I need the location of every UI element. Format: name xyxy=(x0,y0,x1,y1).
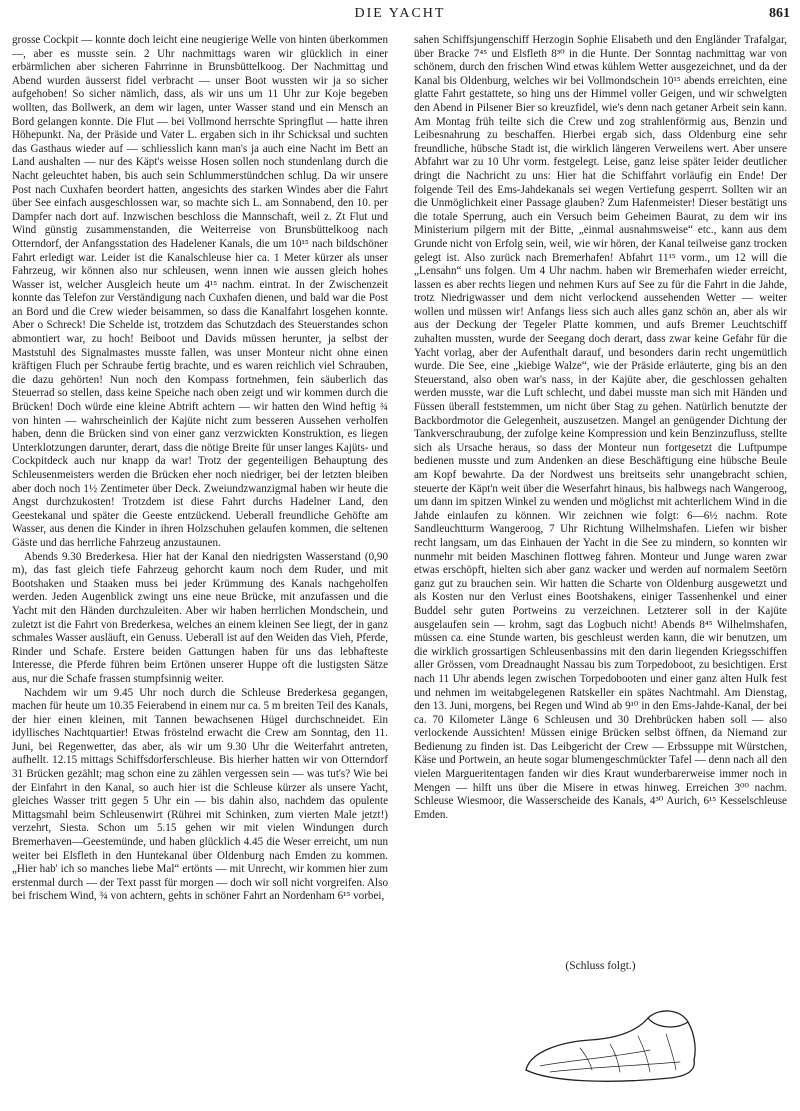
left-column xyxy=(12,34,388,1104)
wooden-clog-illustration xyxy=(520,1000,700,1090)
closing-note: (Schluss folgt.) xyxy=(565,960,636,972)
page-number: 861 xyxy=(769,6,790,21)
paragraph: Nachdem wir um 9.45 Uhr noch durch die Schleuse Brederkesa gegangen, machen für heute um 10.35 Feierabend in einem nur ca. 5 m breiten Teil des Kanals, der hier einen kleinen, mit Tannen bewachsenen Hügel durchschneidet. Ein idyllisches Nachtquartier! Etwas fröstelnd erwacht die Crew am Sonntag, den 11. Juni, bei Regenwetter, das aber, als wir um 9.30 Uhr die Weiterfahrt antreten, aufhellt. 12.15 mittags Schiffsdorferschleuse. Bis hierher hatten wir von Otterndorf 31 Brücken gezählt; mag schon eine zu zählen vergessen sein — was tut's? Wie bei der Einfahrt in den Kanal, so auch hier ist die Schleuse kürzer als unsere Yacht, gleiches Wasser tritt gegen 5 Uhr ein — bis dahin also, nachdem das opulente Mittagsmahl beim Schleusenwirt (Rührei mit Schinken, zum vierten Male jetzt!) verzehrt, Siesta. Schon um 5.15 gehen wir mit vielen Windungen durch Bremerhaven—Geestemünde, und haben glücklich 4.45 die Weser erreicht, um nun weiter bei Elsfleth in den Huntekanal über Oldenburg nach Emden zu kommen. „Hier hab' ich so manches liebe Mal“ ertönts — mit Unrecht, wir kommen hier zum erstenmal durch — der Text passt für morgen — doch wir soll nicht vorgreifen. Also bei frischem Wind, ¾ von achtern, gehts in schöner Fahrt an Nordenham 6¹⁵ vorbei, xyxy=(12,686,388,903)
paragraph: Abends 9.30 Brederkesa. Hier hat der Kanal den niedrigsten Wasserstand (0,90 m), das fast gleich tiefe Fahrzeug gehorcht kaum noch dem Ruder, und mit Bootshaken und Staaken muss bei jeder Krümmung des Kanals nachgeholfen werden. Jeden Augenblick zwingt uns eine neue Brücke, mit anzufassen und die Yacht mit den Händen durchzuleiten. Aber wir haben herrlichen Mondschein, und zuletzt ist die Fahrt von Brederkesa, welches an einem kleinen See liegt, der in ganz schmales Wasser ausläuft, ein Genuss. Ueberall ist auf den Weiden das Vieh, Pferde, Rinder und Schafe. Erstere beiden Gattungen haben für uns das lebhafteste Interesse, die Pferde führen beim Ertönen unserer Huppe oft die lustigsten Sätze aus, nur die Schafe frassen stumpfsinnig weiter. xyxy=(12,550,388,685)
running-title: DIE YACHT xyxy=(354,6,446,21)
clog-upper xyxy=(526,1011,695,1070)
paragraph: sahen Schiffsjungenschiff Herzogin Sophie Elisabeth und den Engländer Trafalgar, über Bracke 7⁴⁵ und Elsfleth 8³⁰ in die Hunte. Der Sonntag nachmittag war von schönem, durch den frischen Wind etwas kühlem Wetter ausgezeichnet, und da der Kanal bis Oldenburg, welches wir bei Vollmondschein 10¹⁵ abends erreichten, eine glatte Fahrt gestattete, so hing uns der Himmel voller Geigen, und wir schwelgten den Abend in Pilsener Bier so kreuzfidel, wie's denn nach getaner Arbeit sein kann. Am Montag früh teilte sich die Crew und zog strahlenförmig aus, Benzin und Leibesnahrung zu beschaffen. Hierbei ergab sich, dass Oldenburg eine sehr freundliche, hübsche Stadt ist, die wirklich längeren Verweilens wert. Aber unsere Abfahrt war zu 10 Uhr vorm. festgelegt. Leise, ganz leise später leider deutlicher dringt die Nachricht zu uns: Hier hat die Schiffahrt vorläufig ein Ende! Der folgende Teil des Ems-Jahdekanals sei wegen Vertiefung gesperrt. Sollten wir an die Unmöglichkeit einer Passage glauben? Zum Hafenmeister! Dieser bestätigt uns die totale Sperrung, auch ein Versuch beim Geheimen Baurat, zu dem wir ins Ministerium pilgern mit der Bitte, „einmal ausnahmsweise“ etc., kann aus dem Grunde nicht von Erfolg sein, weil, wie wir hören, der Kanal teilweise ganz trocken gelegt ist. Also zurück nach Bremerhafen! Abfahrt 11¹⁵ vorm., um 12 will die „Lensahn“ uns folgen. Um 4 Uhr nachm. haben wir Bremerhafen wieder erreicht, lassen es aber rechts liegen und nehmen Kurs auf See zu für die Fahrt in die Jahde, trotz Niedrigwasser und dem nicht verlockend aussehenden Wetter — weiter wollen und müssen wir! Anfangs liess sich auch alles ganz schön an, aber als wir aus der Deckung der Tegeler Platte kommen, und aufs Bremer Leuchtschiff zuhalten mussten, wurde der Seegang doch derart, dass zwar keine Gefahr für die Yacht vorlag, aber der Aufenthalt darauf, und besonders darin recht ungemütlich wurde. Die See, eine „kiebige Walze“, wie der Präside erläuterte, ging bis an den Steuerstand, also oben war's nass, in der Kajüte aber, die geschlossen gehalten werden musste, war die Luft schlecht, und dabei musste man sich mit Händen und Füssen überall feststemmen, um nicht über Stag zu gehen. Natürlich benutzte der Backbordmotor die Gelegenheit, auszusetzen. Mangel an genügender Dichtung der Tankverschraubung, der zufolge keine Kompression und kein Benzinzufluss, stellte sich als Ursache heraus, so dass der Monteur nun fortgesetzt die Luftpumpe bedienen musste und zum Andenken an diese Beschäftigung eine hübsche Beule am Kopf bewahrte. Da der Nordwest uns breitseits sehr unangebracht schien, steuerte der Käpt'n weit über die Weserfahrt hinaus, bis halbwegs nach Wangeroog, um dann im spitzen Winkel zu wenden und möglichst mit achterlichem Wind in die Jahde einlaufen zu können. Wir zeichnen wie folgt: 6—6½ nachm. Rote Sandleuchtturm Wangeroog, 7 Uhr Richtung Wilhelmshafen. Liefen wir bisher recht langsam, um das Einhauen der Yacht in die See zu mindern, so konnten wir nunmehr mit beiden Maschinen flottweg fahren. Monteur und Junge waren zwar etwas erschöpft, hielten sich aber ganz wacker und werden auf normalem Seetörn ganz gut zu brauchen sein. Wir hatten die Scharte von Oldenburg ausgewetzt und als Kosten nur den Verlust eines Bootshakens, einiger Tassenhenkel und einer Buddel sehr guten Portweins zu verzeichnen. Letzterer soll in der Kajüte ausgelaufen sein — krohm, sagt das Logbuch nicht! Abends 8⁴⁵ Wilhelmshafen, müssen ca. eine Stunde warten, bis geschleust werden kann, die wir benutzen, um die wirklich grossartigen Schleusenbassins mit den darin liegenden Kriegsschiffen aller Grössen, vom Dreadnaught Nassau bis zum Torpedoboot, zu besichtigen. Erst nach 11 Uhr abends legen zwischen Torpedobooten und einer ganz alten Hulk fest und nehmen im weitabgelegenen Ratskeller ein spätes Nachtmahl. Am Dienstag, den 13. Juni, morgens, bei Regen und Wind ab 9¹⁰ in den Ems-Jahde-Kanal, der bei ca. 70 Kilometer Länge 6 Schleusen und 30 Drehbrücken haben soll — also verlockende Aussichten! Müssen einige Brücken selbst öffnen, da Niemand zur Bedienung zu finden ist. Das Leibgericht der Crew — Erbssuppe mit Würstchen, Käse und Portwein, an heute sogar blumengeschmückter Tafel — denn nach all den vielen Margueritentagen fanden wir dies Kraut wunderbarerweise immer noch in Mengen — hilft uns über die Misere in etwas hinweg. Erreichen 3⁰⁰ nachm. Schleuse Wiesmoor, die Wasserscheide des Kanals, 4³⁰ Aurich, 6¹⁵ Kesselschleuse Emden. xyxy=(414,34,787,821)
page-header xyxy=(0,6,800,28)
paragraph: grosse Cockpit — konnte doch leicht eine neugierige Welle von hinten überkommen —, aber es musste sein. 2 Uhr nachmittags waren wir glücklich in einer erbärmlichen aber sicheren Fahrrinne in Brunsbüttelkoog. Der Nachmittag und Abend wurden äusserst fidel verbracht — unser Boot wussten wir ja so sicher aufgehoben! So sicher nämlich, dass, als wir uns um 11 Uhr zur Koje begeben wollten, das Bollwerk, an dem wir lagen, unter Wasser stand und ein Mensch an Bord gelangen konnte. Die Flut — bei Vollmond herrschte Springflut — hatte ihren Höhepunkt. Na, der Präside und Vater L. ergaben sich in ihr Schicksal und suchten das Gasthaus wieder auf — schliesslich kann man's ja auch eine Nacht im Bett an Land aushalten — nur des Käpt's weisse Hosen sollen noch stundenlang durch die Nacht geleuchtet haben, bis auch sein Schlummerstündchen schlug. Da wir unsere Post nach Cuxhafen beordert hatten, angesichts des starken Windes aber die Fahrt über See einfach ausgeschlossen war, so machte sich L. am Sonnabend, den 10. per Dampfer nach dort auf. Inzwischen beschloss die Mannschaft, weil z. Zt Flut und Wind günstig zusammenstanden, die Weiterreise von Brunsbüttelkoog nach Otterndorf, der Anfangsstation des Hadelener Kanals, die um 10¹⁵ nach bildschöner Fahrt erledigt war. Leider ist die Kanalschleuse hier ca. 1 Meter kürzer als unser Fahrzeug, wir können also nur schleusen, wenn innen wie aussen gleich hohes Wasser ist, welcher Ausgleich heute um 4¹⁵ nachm. eintrat. In der Zwischenzeit konnte das Telefon zur Verständigung nach Cuxhafen dienen, und bald war die Post an Bord und die Crew wieder beisammen, so dass die Kanalfahrt losgehen konnte. Aber o Schreck! Die Schelde ist, trotzdem das Schutzdach des Steuerstandes schon abmontiert war, zu hoch! Beiboot und Davids müssen herunter, ja selbst der Maststuhl des Signalmastes musste fallen, was unser Monteur nicht ohne einen kräftigen Fluch per Schraube fertig brachte, und es waren reichlich viel Schrauben, die dazu gehörten! Nun noch den Kompass fortnehmen, fein säuberlich das Steuerrad so stellen, dass keine Speiche nach oben zeigt und wir kommen durch die Brücken! Doch würde eine kleine Abtrift achtern — wir hatten den Wind heftig ¾ von hinten — wahrscheinlich der Kajüte nicht zum besseren Aussehen verholfen haben, denn die Brücken sind von einer ganz verzwickten Konstruktion, es liegen Unterklotzungen darunter, derart, dass die nötige Breite für unser langes Kajüts- und Cockpitdeck auch nur knapp da war! Trotz der gegenteiligen Behauptung des Schleusenmeisters werden die Brücken eher noch niedriger, bei der letzten bleiben aber doch noch 1½ Zentimeter über Deck. Zweiundzwanzigmal haben wir heute die Angst durchzukosten! Trotzdem ist diese Fahrt durchs Hadelner Land, den Geestekanal und später die Geeste entzückend. Ueberall freundliche Gehöfte am Wasser, aus denen die Kinder in ihren Holzschuhen gelaufen kommen, die seltenen Gäste und das herrliche Fahrzeug anzustaunen. xyxy=(12,34,388,549)
right-column xyxy=(414,34,787,964)
clog-opening xyxy=(648,1018,688,1027)
